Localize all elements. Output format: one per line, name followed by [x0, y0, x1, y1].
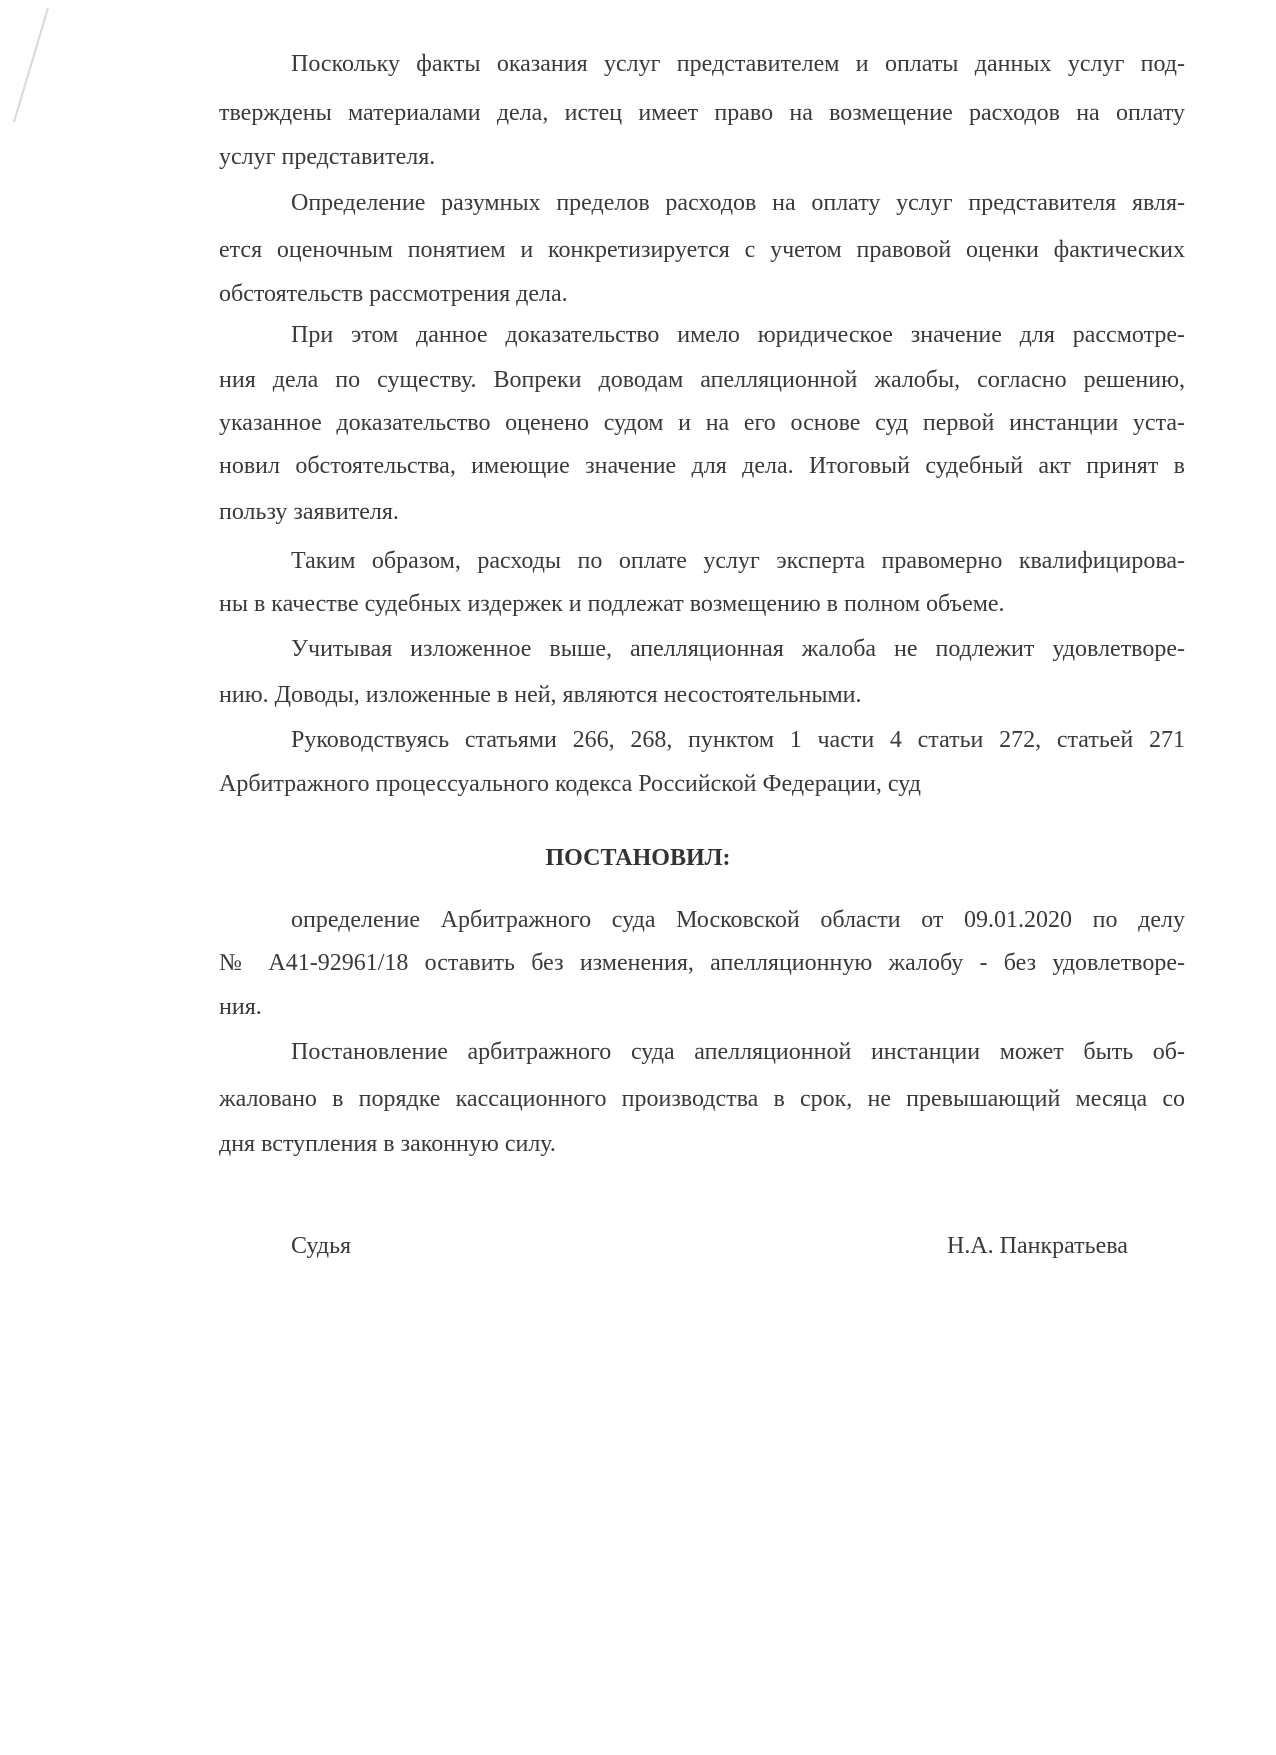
paragraph-line: тверждены материалами дела, истец имеет право на возмещение расходов на оплату [219, 100, 1185, 126]
paragraph-line: нию. Доводы, изложенные в ней, являются несостоятельными. [219, 682, 862, 708]
paragraph-line: Арбитражного процессуального кодекса Российской Федерации, суд [219, 771, 921, 797]
paragraph-line: жаловано в порядке кассационного производства в срок, не превышающий месяца со [219, 1086, 1185, 1112]
signature-role: Судья [291, 1233, 352, 1259]
paragraph-line: Определение разумных пределов расходов на оплату услуг представителя явля- [291, 190, 1185, 216]
paragraph-line: определение Арбитражного суда Московской области от 09.01.2020 по делу [291, 907, 1185, 933]
paragraph-line: дня вступления в законную силу. [219, 1131, 556, 1157]
paragraph-line: указанное доказательство оценено судом и на его основе суд первой инстанции уста- [219, 410, 1185, 436]
scan-artifact [0, 0, 60, 130]
paragraph-line: Таким образом, расходы по оплате услуг эксперта правомерно квалифицирова- [291, 548, 1185, 574]
paragraph-line: новил обстоятельства, имеющие значение для дела. Итоговый судебный акт принят в [219, 453, 1185, 479]
paragraph-line: ется оценочным понятием и конкретизируется с учетом правовой оценки фактических [219, 237, 1185, 263]
paragraph-line: услуг представителя. [219, 144, 436, 170]
signature-name: Н.А. Панкратьева [947, 1233, 1128, 1259]
resolution-heading: ПОСТАНОВИЛ: [545, 845, 731, 871]
paragraph-line: пользу заявителя. [219, 499, 399, 525]
paragraph-line: ния дела по существу. Вопреки доводам апелляционной жалобы, согласно решению, [219, 367, 1185, 393]
paragraph-line: Постановление арбитражного суда апелляционной инстанции может быть об- [291, 1039, 1185, 1065]
paragraph-line: Учитывая изложенное выше, апелляционная жалоба не подлежит удовлетворе- [291, 636, 1185, 662]
paragraph-line: обстоятельств рассмотрения дела. [219, 281, 568, 307]
paragraph-line: № А41-92961/18 оставить без изменения, апелляционную жалобу - без удовлетворе- [219, 950, 1185, 976]
paragraph-line: Поскольку факты оказания услуг представителем и оплаты данных услуг под- [291, 51, 1185, 77]
paragraph-line: ны в качестве судебных издержек и подлежат возмещению в полном объеме. [219, 591, 1005, 617]
paragraph-line: При этом данное доказательство имело юридическое значение для рассмотре- [291, 322, 1185, 348]
paragraph-line: Руководствуясь статьями 266, 268, пунктом 1 части 4 статьи 272, статьей 271 [291, 727, 1185, 753]
paragraph-line: ния. [219, 994, 262, 1020]
